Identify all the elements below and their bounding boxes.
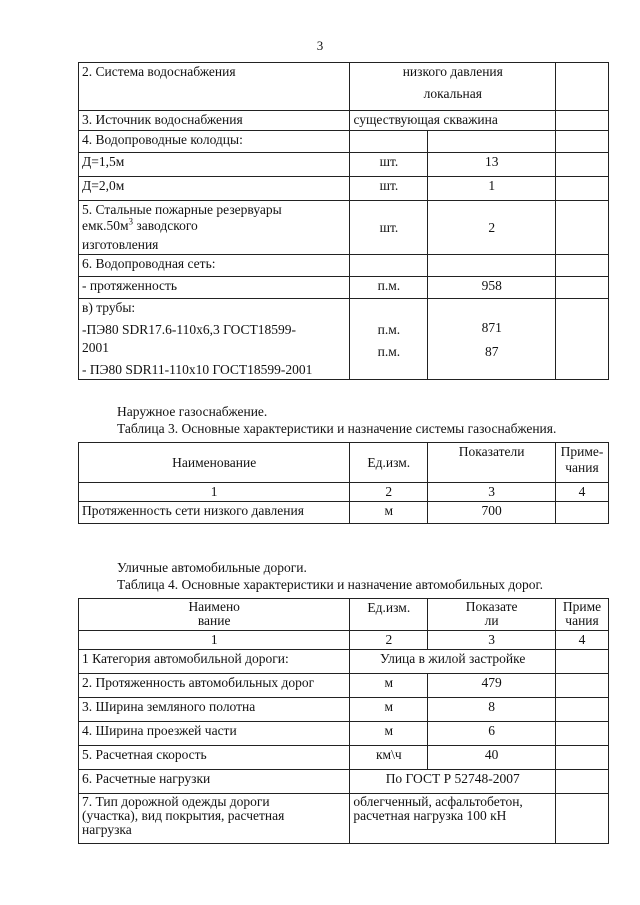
cell-note bbox=[556, 177, 609, 201]
table-row bbox=[79, 299, 609, 380]
cell-note bbox=[556, 650, 609, 674]
cell-note bbox=[556, 698, 609, 722]
page-number: 3 bbox=[316, 38, 324, 53]
table-row bbox=[79, 201, 609, 255]
cell-unit: п.м. bbox=[350, 277, 428, 299]
cell-name: 4. Ширина проезжей части bbox=[79, 722, 350, 746]
table-header-row bbox=[79, 599, 609, 631]
table-row bbox=[79, 650, 609, 674]
cell-value: 2 bbox=[428, 201, 556, 255]
table-row bbox=[79, 277, 609, 299]
col-number: 2 bbox=[350, 483, 428, 502]
cell-name: 3. Ширина земляного полотна bbox=[79, 698, 350, 722]
gas-table-caption: Таблица 3. Основные характеристики и назначение системы газоснабжения. bbox=[117, 421, 557, 436]
cell-merged: Улица в жилой застройке bbox=[350, 650, 556, 674]
cell-name: 4. Водопроводные колодцы: bbox=[79, 131, 350, 153]
cell-unit: м bbox=[350, 698, 428, 722]
cell-name: 1 Категория автомобильной дороги: bbox=[79, 650, 350, 674]
cell-name: в) трубы: -ПЭ80 SDR17.6-110x6,3 ГОСТ18599- 2001 - ПЭ80 SDR11-110x10 ГОСТ18599-2001 bbox=[79, 299, 350, 380]
cell-value: низкого давления локальная bbox=[350, 63, 556, 111]
cell-name: 5. Расчетная скорость bbox=[79, 746, 350, 770]
table-row bbox=[79, 698, 609, 722]
col-number: 1 bbox=[79, 483, 350, 502]
cell-unit: км\ч bbox=[350, 746, 428, 770]
cell-note bbox=[556, 299, 609, 380]
cell-note bbox=[556, 111, 609, 131]
col-number: 4 bbox=[556, 483, 609, 502]
table-row bbox=[79, 794, 609, 844]
col-number: 3 bbox=[428, 483, 556, 502]
cell-name: 3. Источник водоснабжения bbox=[79, 111, 350, 131]
col-number: 1 bbox=[79, 631, 350, 650]
header-value: Показате ли bbox=[428, 599, 556, 631]
table-header-row bbox=[79, 443, 609, 483]
header-unit: Ед.изм. bbox=[350, 443, 428, 483]
cell-value: 40 bbox=[428, 746, 556, 770]
cell-note bbox=[556, 201, 609, 255]
gas-table bbox=[78, 442, 609, 524]
col-number: 4 bbox=[556, 631, 609, 650]
cell-note bbox=[556, 153, 609, 177]
road-table-caption: Таблица 4. Основные характеристики и назначение автомобильных дорог. bbox=[117, 577, 543, 592]
table-row bbox=[79, 111, 609, 131]
cell-note bbox=[556, 255, 609, 277]
table-row bbox=[79, 153, 609, 177]
cell-unit: шт. bbox=[350, 153, 428, 177]
cell-note bbox=[556, 794, 609, 844]
cell-name: Д=1,5м bbox=[79, 153, 350, 177]
cell-unit bbox=[350, 255, 428, 277]
table-row bbox=[79, 177, 609, 201]
table-row bbox=[79, 746, 609, 770]
header-name: Наимено вание bbox=[79, 599, 350, 631]
cell-note bbox=[556, 277, 609, 299]
header-note: Приме- чания bbox=[556, 443, 609, 483]
cell-unit: п.м. п.м. bbox=[350, 299, 428, 380]
cell-unit: м bbox=[350, 722, 428, 746]
table-row bbox=[79, 131, 609, 153]
table-row bbox=[79, 674, 609, 698]
cell-note bbox=[556, 63, 609, 111]
cell-name: 6. Расчетные нагрузки bbox=[79, 770, 350, 794]
cell-note bbox=[556, 674, 609, 698]
cell-unit: шт. bbox=[350, 201, 428, 255]
cell-value bbox=[428, 255, 556, 277]
cell-value bbox=[428, 131, 556, 153]
header-name: Наименование bbox=[79, 443, 350, 483]
roads-table bbox=[78, 598, 609, 844]
cell-name: 7. Тип дорожной одежды дороги (участка), вид покрытия, расчетная нагрузка bbox=[79, 794, 350, 844]
cell-unit bbox=[350, 131, 428, 153]
cell-unit: м bbox=[350, 502, 428, 524]
cell-merged: облегченный, асфальтобетон, расчетная нагрузка 100 кН bbox=[350, 794, 556, 844]
cell-name: Д=2,0м bbox=[79, 177, 350, 201]
cell-value: 958 bbox=[428, 277, 556, 299]
cell-unit: м bbox=[350, 674, 428, 698]
cell-name: 6. Водопроводная сеть: bbox=[79, 255, 350, 277]
header-unit: Ед.изм. bbox=[350, 599, 428, 631]
cell-note bbox=[556, 746, 609, 770]
cell-value: 13 bbox=[428, 153, 556, 177]
cell-note bbox=[556, 722, 609, 746]
table-row bbox=[79, 722, 609, 746]
cell-unit: шт. bbox=[350, 177, 428, 201]
col-number: 2 bbox=[350, 631, 428, 650]
col-number: 3 bbox=[428, 631, 556, 650]
cell-name: 2. Система водоснабжения bbox=[79, 63, 350, 111]
table-row bbox=[79, 255, 609, 277]
water-supply-table bbox=[78, 62, 609, 380]
cell-note bbox=[556, 770, 609, 794]
table-number-row bbox=[79, 483, 609, 502]
table-number-row bbox=[79, 631, 609, 650]
road-heading: Уличные автомобильные дороги. bbox=[117, 560, 307, 575]
cell-value: 479 bbox=[428, 674, 556, 698]
cell-value: 8 bbox=[428, 698, 556, 722]
gas-heading: Наружное газоснабжение. bbox=[117, 404, 268, 419]
cell-name: - протяженность bbox=[79, 277, 350, 299]
cell-value: 700 bbox=[428, 502, 556, 524]
table-row bbox=[79, 63, 609, 111]
cell-name: 2. Протяженность автомобильных дорог bbox=[79, 674, 350, 698]
cell-note bbox=[556, 502, 609, 524]
header-value: Показатели bbox=[428, 443, 556, 483]
cell-merged: По ГОСТ Р 52748-2007 bbox=[350, 770, 556, 794]
cell-value: существующая скважина bbox=[350, 111, 556, 131]
table-row bbox=[79, 502, 609, 524]
cell-name: Протяженность сети низкого давления bbox=[79, 502, 350, 524]
header-note: Приме чания bbox=[556, 599, 609, 631]
cell-value: 1 bbox=[428, 177, 556, 201]
cell-name: 5. Стальные пожарные резервуары $емк.50м^3$ заводского изготовления bbox=[79, 201, 350, 255]
cell-value: 6 bbox=[428, 722, 556, 746]
cell-note bbox=[556, 131, 609, 153]
table-row bbox=[79, 770, 609, 794]
cell-value: 871 87 bbox=[428, 299, 556, 380]
